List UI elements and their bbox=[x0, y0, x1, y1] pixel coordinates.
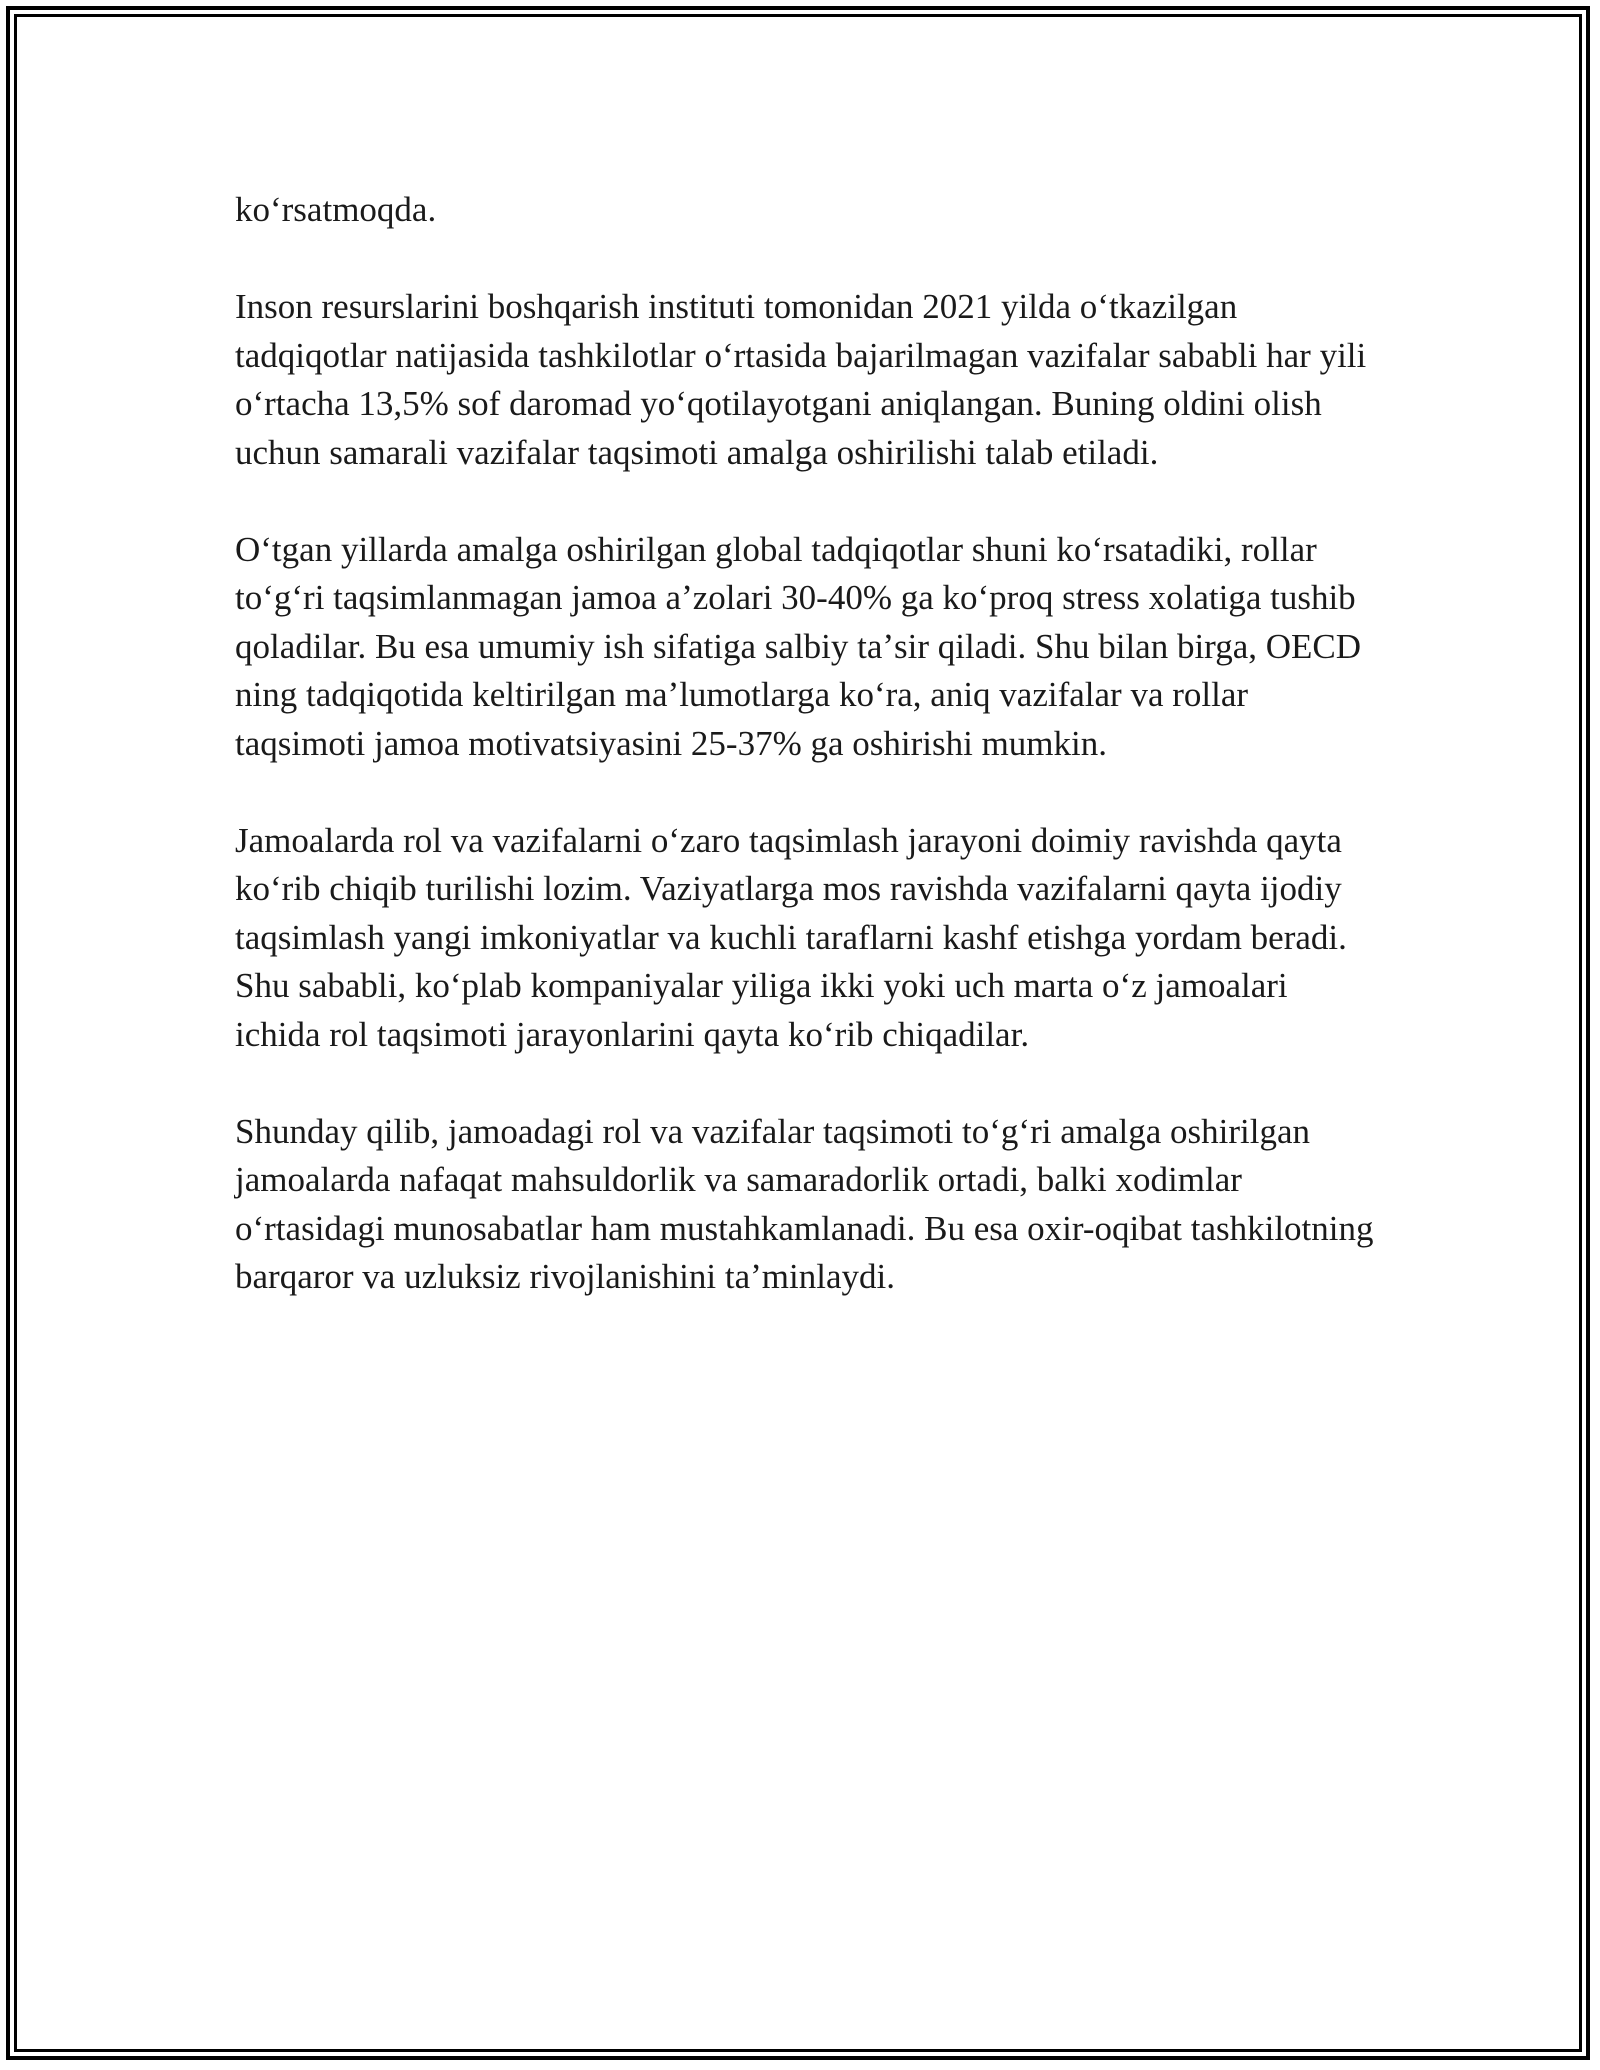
paragraph-conclusion: Shunday qilib, jamoadagi rol va vazifalar taqsimoti toʻgʻri amalga oshirilgan jamoalarda nafaqat mahsuldorlik va samaradorlik ortadi, balki xodimlar oʻrtasidagi munosabatlar ham mustahkamlanadi. Bu esa oxir-oqibat tashkilotning barqaror va uzluksiz rivojlanishini taʼminlaydi. bbox=[235, 1111, 1374, 1296]
paragraph-global-research: Oʻtgan yillarda amalga oshirilgan global tadqiqotlar shuni koʻrsatadiki, rollar toʻgʻri taqsimlanmagan jamoa aʼzolari 30-40% ga koʻproq stress xolatiga tushib qoladilar. Bu esa umumiy ish sifatiga salbiy taʼsir qiladi. Shu bilan birga, OECD ning tadqiqotida keltirilgan maʼlumotlarga koʻra, aniq vazifalar va rollar taqsimoti jamoa motivatsiyasini 25-37% ga oshirishi mumkin. bbox=[235, 529, 1362, 763]
paragraph-continuation: koʻrsatmoqda. bbox=[235, 190, 437, 229]
paragraph-role-review: Jamoalarda rol va vazifalarni oʻzaro taqsimlash jarayoni doimiy ravishda qayta koʻrib chiqib turilishi lozim. Vaziyatlarga mos ravishda vazifalarni qayta ijodiy taqsimlash yangi imkoniyatlar va kuchli taraflarni kashf etishga yordam beradi. Shu sababli, koʻplab kompaniyalar yiliga ikki yoki uch marta oʻz jamoalari ichida rol taqsimoti jarayonlarini qayta koʻrib chiqadilar. bbox=[235, 820, 1347, 1054]
paragraph-hr-institute-study: Inson resurslarini boshqarish instituti tomonidan 2021 yilda oʻtkazilgan tadqiqotlar natijasida tashkilotlar oʻrtasida bajarilmagan vazifalar sababli har yili oʻrtacha 13,5% sof daromad yoʻqotilayotgani aniqlangan. Buning oldini olish uchun samarali vazifalar taqsimoti amalga oshirilishi talab etiladi. bbox=[235, 287, 1367, 472]
document-body bbox=[235, 186, 1375, 1302]
